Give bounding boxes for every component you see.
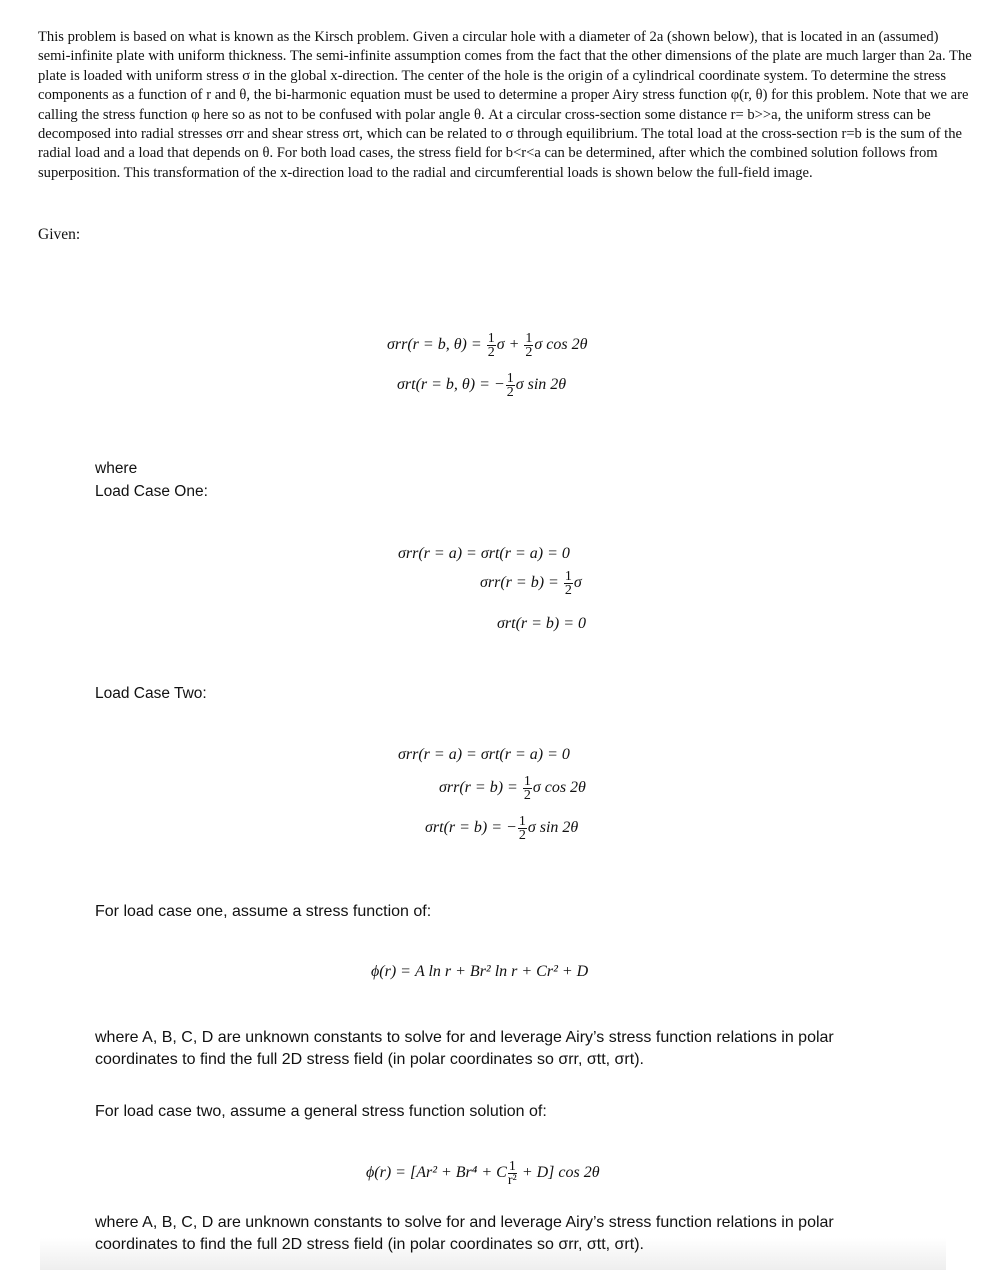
case-one-intro: For load case one, assume a stress function of:	[95, 903, 432, 920]
fraction-half: $\frac{1}{2}$	[525, 331, 533, 360]
case-one-eq-2-rhs: σ	[573, 574, 582, 592]
stress-function-two-rhs: + D] cos 2θ	[517, 1164, 600, 1182]
given-eq-2	[397, 372, 566, 399]
given-eq-2-rhs: σ sin 2θ	[515, 376, 567, 394]
given-eq-2-lhs: σrt(r = b, θ) = −	[397, 376, 505, 394]
load-case-two-label: Load Case Two:	[95, 685, 207, 702]
fraction-half: $\frac{1}{2}$	[523, 774, 531, 803]
fraction-half: $\frac{1}{2}$	[506, 371, 514, 400]
fraction-half: $\frac{1}{2}$	[564, 569, 572, 598]
stress-function-two	[366, 1160, 600, 1187]
load-case-one-label: Load Case One:	[95, 483, 208, 500]
fraction-half: $\frac{1}{2}$	[487, 331, 495, 360]
where-paragraph-one: where A, B, C, D are unknown constants to solve for and leverage Airy’s stress function relations in polar coordinates to find the full 2D stress field (in polar coordinates so σrr, σtt, σrt).	[95, 1029, 834, 1068]
case-one-eq-1: σrr(r = a) = σrt(r = a) = 0	[398, 545, 570, 562]
case-one-eq-3: σrt(r = b) = 0	[497, 615, 587, 632]
stress-function-two-lhs: ϕ(r) = [Ar² + Br⁴ + C	[366, 1164, 507, 1182]
case-two-eq-1: σrr(r = a) = σrt(r = a) = 0	[398, 746, 570, 763]
case-two-eq-2	[439, 775, 586, 802]
case-two-eq-2-rhs: σ cos 2θ	[532, 779, 586, 797]
given-label: Given:	[38, 226, 81, 243]
where-paragraph-two: where A, B, C, D are unknown constants to solve for and leverage Airy’s stress function relations in polar coordinates to find the full 2D stress field (in polar coordinates so σrr, σtt, σrt).	[95, 1214, 834, 1253]
given-eq-1-lhs: σrr(r = b, θ) =	[387, 336, 486, 354]
stress-function-one: ϕ(r) = A ln r + Br² ln r + Cr² + D	[371, 963, 589, 980]
case-two-eq-3	[425, 815, 578, 842]
fraction-half: $\frac{1}{2}$	[518, 814, 526, 843]
fraction-one-over-r2: $\frac{1}{\text{r²}}$	[507, 1159, 517, 1188]
case-two-eq-3-lhs: σrt(r = b) = −	[425, 819, 517, 837]
where-label: where	[95, 460, 138, 477]
given-eq-1	[387, 332, 587, 359]
case-one-eq-2-lhs: σrr(r = b) =	[480, 574, 563, 592]
given-eq-1-end: σ cos 2θ	[534, 336, 588, 354]
given-eq-1-mid: σ +	[496, 336, 524, 354]
case-two-eq-3-rhs: σ sin 2θ	[527, 819, 579, 837]
case-two-eq-2-lhs: σrr(r = b) =	[439, 779, 522, 797]
intro-paragraph: This problem is based on what is known as the Kirsch problem. Given a circular hole with a diameter of 2a (shown below), that is located in an (assumed) semi-infinite plate with uniform thickness. The semi-infinite assumption comes from the fact that the other dimensions of the plate are much larger than 2a. The plate is loaded with uniform stress σ in the global x-direction. The center of the hole is the origin of a cylindrical coordinate system. To determine the stress components as a function of r and θ, the bi-harmonic equation must be used to determine a proper Airy stress function φ(r, θ) for this problem. Note that we are calling the stress function φ here so as not to be confused with polar angle θ. At a circular cross-section some distance r= b>>a, the uniform stress can be decomposed into radial stresses σrr and shear stress σrt, which can be related to σ through equilibrium. The total load at the cross-section r=b is the sum of the radial load and a load that depends on θ. For both load cases, the stress field for b<r<a can be determined, after which the combined solution follows from superposition. This transformation of the x-direction load to the radial and circumferential loads is shown below the full-field image.	[38, 29, 972, 181]
case-two-intro: For load case two, assume a general stress function solution of:	[95, 1103, 547, 1120]
case-one-eq-2	[480, 570, 582, 597]
